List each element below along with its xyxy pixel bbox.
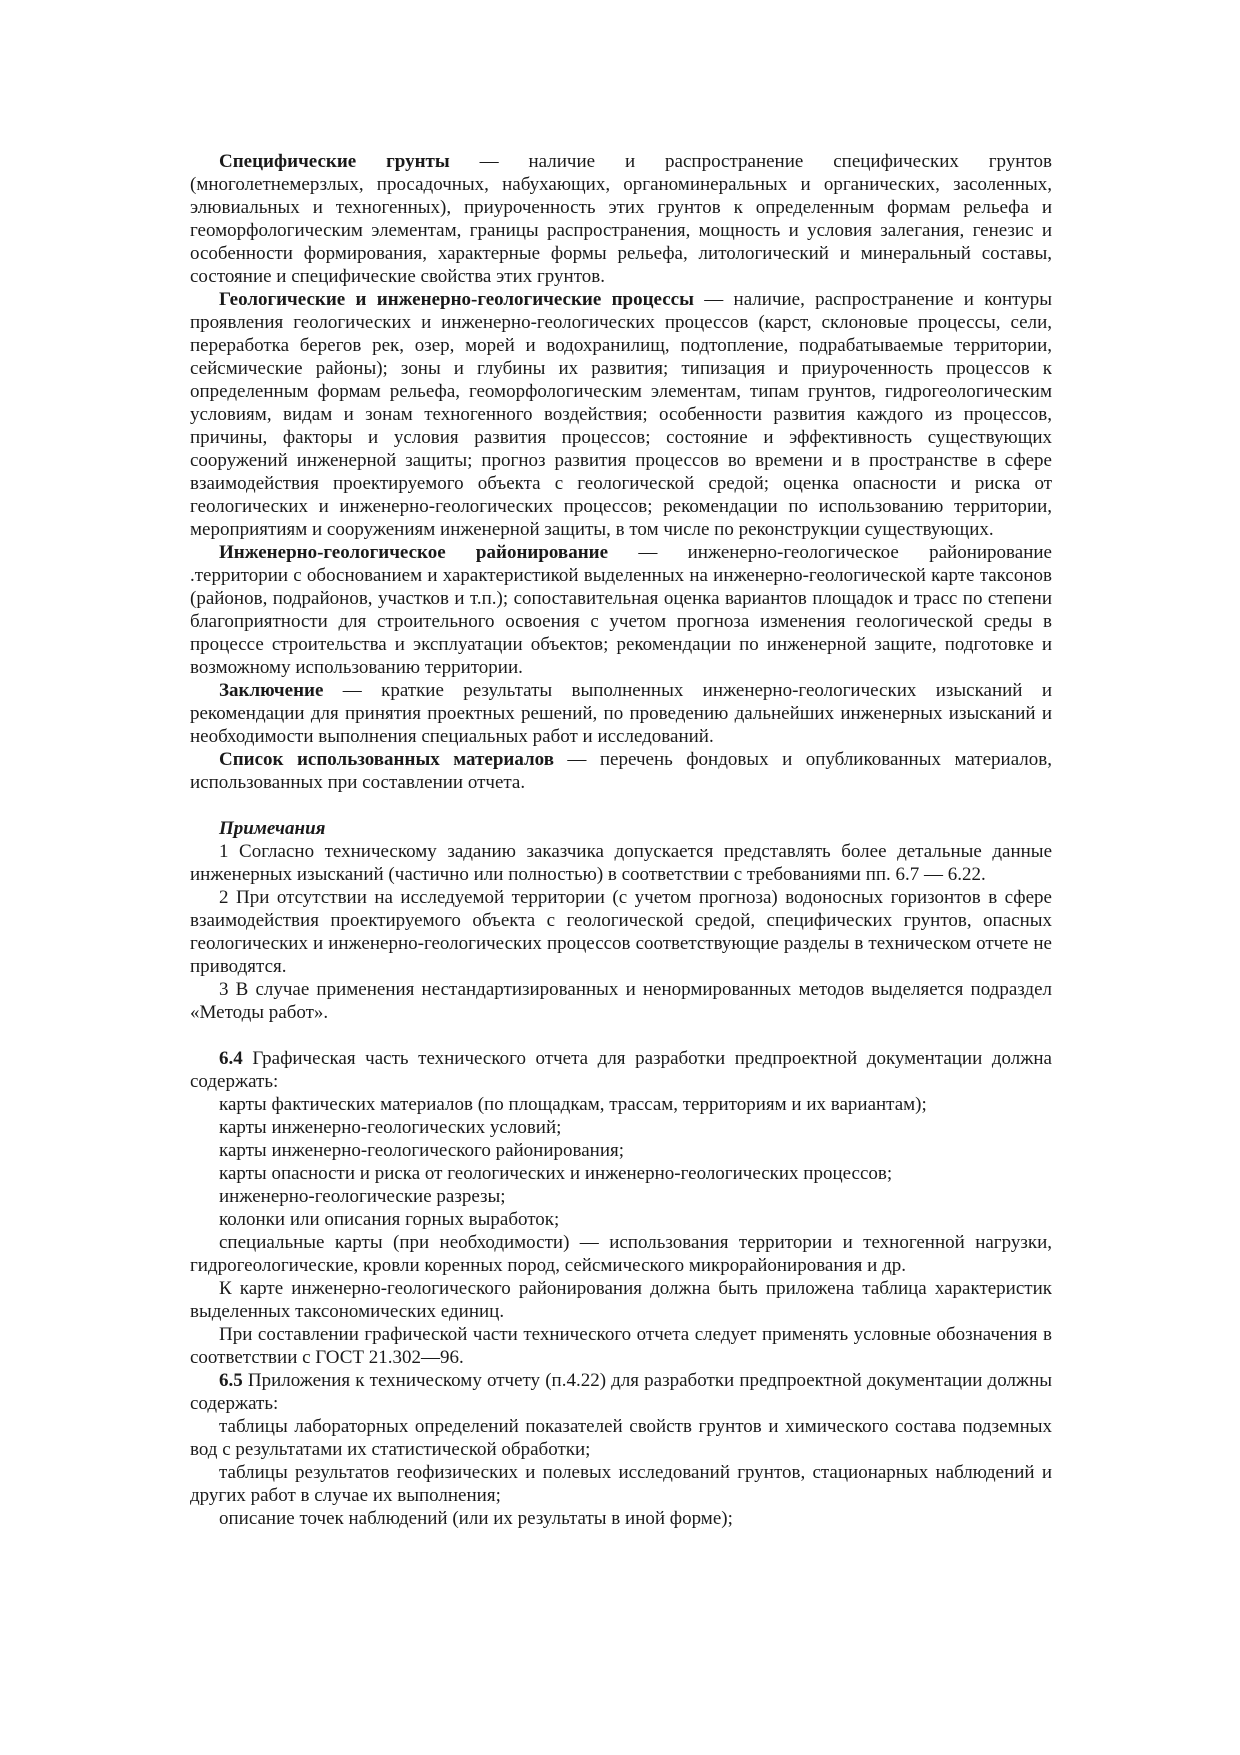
notes-heading: [190, 817, 1052, 840]
section-conclusion: [190, 679, 1052, 748]
section-specific-soils: [190, 150, 1052, 288]
section-text: — наличие, распространение и контуры проявления геологических и инженерно-геологических процессов (карст, склоновые процессы, сели, переработка берегов рек, озер, морей и водохранилищ, подтопление, подрабатываемые территории, сейсмические районы); зоны и глубины их развития; типизация и приуроченность процессов к определенным формам рельефа, геоморфологическим элементам, типам грунтов, гидрогеологическим условиям, видам и зонам техногенного воздействия; особенности развития каждого из процессов, причины, факторы и условия развития процессов; состояние и эффективность существующих сооружений инженерной защиты; прогноз развития процессов во времени и в пространстве в сфере взаимодействия проектируемого объекта с геологической средой; оценка опасности и риска от геологических и инженерно-геологических процессов; рекомендации по использованию территории, мероприятиям и сооружениям инженерной защиты, в том числе по реконструкции существующих.: [190, 289, 1052, 540]
clause-intro-text: Приложения к техническому отчету (п.4.22) для разработки предпроектной документации должны содержать:: [190, 1370, 1052, 1414]
note-item: 3 В случае применения нестандартизированных и ненормированных методов выделяется подраздел «Методы работ».: [190, 979, 1052, 1023]
clause-number: 6.5: [219, 1370, 243, 1391]
clause-number: 6.4: [219, 1048, 243, 1069]
list-item: карты опасности и риска от геологических и инженерно-геологических процессов;: [219, 1163, 893, 1184]
section-zoning: [190, 541, 1052, 679]
section-title: Список использованных материалов: [219, 749, 554, 770]
note-item: 2 При отсутствии на исследуемой территории (с учетом прогноза) водоносных горизонтов в сфере взаимодействия проектируемого объекта с геологической средой, специфических грунтов, опасных геологических и инженерно-геологических процессов соответствующие разделы в техническом отчете не приводятся.: [190, 887, 1052, 977]
list-item: таблицы лабораторных определений показателей свойств грунтов и химического состава подземных вод с результатами их статистической обработки;: [190, 1416, 1052, 1460]
list-item: специальные карты (при необходимости) — использования территории и техногенной нагрузки, гидрогеологические, кровли коренных пород, сейсмического микрорайонирования и др.: [190, 1232, 1052, 1276]
section-text: — краткие результаты выполненных инженерно-геологических изысканий и рекомендации для принятия проектных решений, по проведению дальнейших инженерных изысканий и необходимости выполнения специальных работ и исследований.: [190, 680, 1052, 747]
note-item: 1 Согласно техническому заданию заказчика допускается представлять более детальные данные инженерных изысканий (частично или полностью) в соответствии с требованиями пп. 6.7 — 6.22.: [190, 841, 1052, 885]
list-item: карты фактических материалов (по площадкам, трассам, территориям и их вариантам);: [219, 1094, 927, 1115]
list-item: карты инженерно-геологических условий;: [219, 1117, 562, 1138]
list-item: колонки или описания горных выработок;: [219, 1209, 560, 1230]
list-item: таблицы результатов геофизических и полевых исследований грунтов, стационарных наблюдений и других работ в случае их выполнения;: [190, 1462, 1052, 1506]
clause-6-5-intro: [190, 1369, 1052, 1415]
list-item: описание точек наблюдений (или их результаты в иной форме);: [219, 1508, 733, 1529]
section-references: [190, 748, 1052, 794]
spacer: [190, 794, 1052, 817]
section-title: Заключение: [219, 680, 324, 701]
clause-intro-text: Графическая часть технического отчета для разработки предпроектной документации должна содержать:: [190, 1048, 1052, 1092]
spacer: [190, 1024, 1052, 1047]
clause-6-4-intro: [190, 1047, 1052, 1093]
section-geo-processes: [190, 288, 1052, 541]
section-text: — перечень фондовых и опубликованных материалов, использованных при составлении отчета.: [190, 749, 1052, 793]
section-text: — инженерно-геологическое районирование .территории с обоснованием и характеристикой выделенных на инженерно-геологической карте таксонов (районов, подрайонов, участков и т.п.); сопоставительная оценка вариантов площадок и трасс по степени благоприятности для строительного освоения с учетом прогноза изменения геологической среды в процессе строительства и эксплуатации объектов; рекомендации по инженерной защите, подготовке и возможному использованию территории.: [190, 542, 1052, 678]
list-item: карты инженерно-геологического районирования;: [219, 1140, 625, 1161]
section-title: Геологические и инженерно-геологические процессы: [219, 289, 694, 310]
list-item: инженерно-геологические разрезы;: [219, 1186, 506, 1207]
section-text: — наличие и распространение специфических грунтов (многолетнемерзлых, просадочных, набухающих, органоминеральных и органических, засоленных, элювиальных и техногенных), приуроченность этих грунтов к определенным формам рельефа и геоморфологическим элементам, границы распространения, мощность и условия залегания, генезис и особенности формирования, характерные формы рельефа, литологический и минеральный составы, состояние и специфические свойства этих грунтов.: [190, 151, 1052, 287]
section-title: Специфические грунты: [219, 151, 450, 172]
paragraph-table-note: К карте инженерно-геологического районирования должна быть приложена таблица характеристик выделенных таксономических единиц.: [190, 1278, 1052, 1322]
section-title: Инженерно-геологическое районирование: [219, 542, 609, 563]
document-page: [190, 150, 1052, 1530]
paragraph-symbols-note: При составлении графической части технического отчета следует применять условные обозначения в соответствии с ГОСТ 21.302—96.: [190, 1324, 1052, 1368]
notes-heading-text: Примечания: [219, 818, 326, 839]
